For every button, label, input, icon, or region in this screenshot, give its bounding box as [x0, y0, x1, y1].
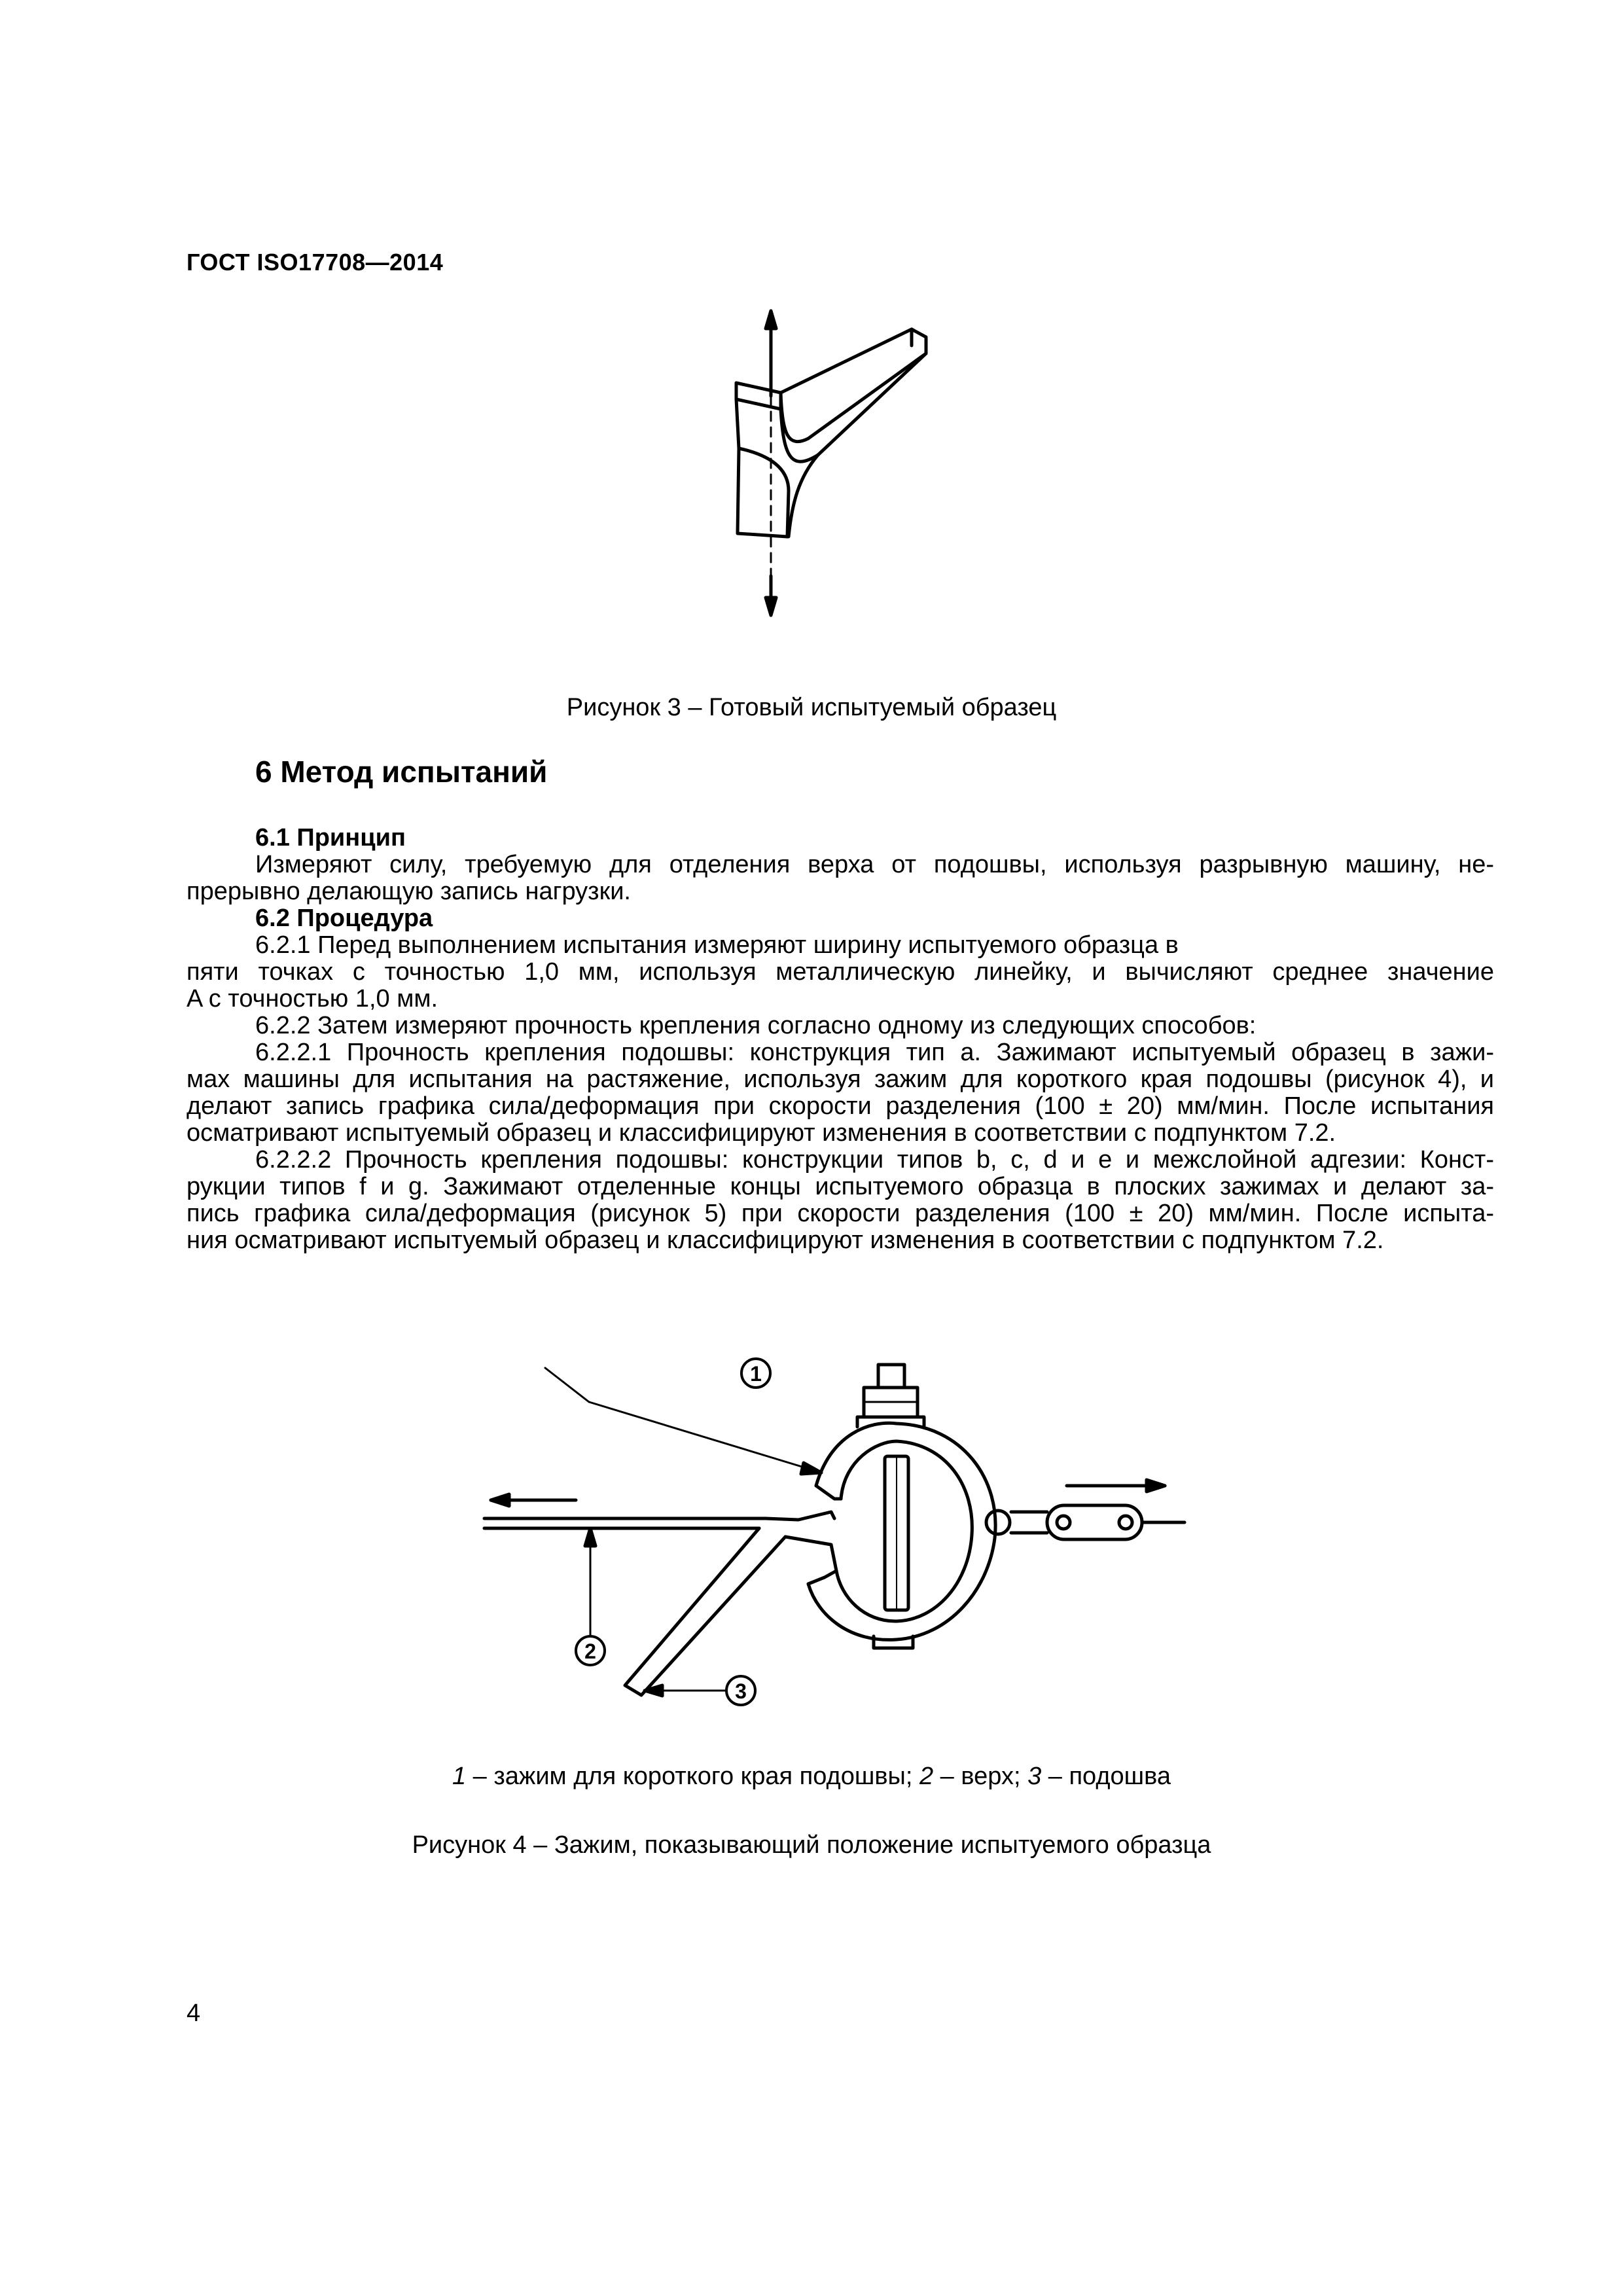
text-line: рукции типов f и g. Зажимают отделенные концы испытуемого образца в плоских зажимах и делают за- [187, 1174, 1494, 1200]
text-line: 6.2.1 Перед выполнением испытания измеряют ширину испытуемого образца в [255, 931, 1179, 959]
subsection-6-2-title: 6.2 Процедура [255, 905, 433, 932]
text-line: пись графика сила/деформация (рисунок 5) при скорости разделения (100 ± 20) мм/мин. После испыта- [187, 1200, 1494, 1227]
callout-2 [576, 1636, 605, 1665]
svg-text:3: 3 [735, 1679, 747, 1703]
text-line: мах машины для испытания на растяжение, используя зажим для короткого края подошвы (рисунок 4), и [187, 1066, 1494, 1093]
text-line: делают запись графика сила/деформация при скорости разделения (100 ± 20) мм/мин. После испытания [187, 1093, 1494, 1120]
section-title: 6 Метод испытаний [255, 755, 548, 789]
figure-3-specimen-drawing [710, 308, 946, 661]
text-line: пяти точках с точностью 1,0 мм, используя металлическую линейку, и вычисляют среднее значение [187, 959, 1494, 986]
text-line: 6.2.2.2 Прочность крепления подошвы: конструкции типов b, c, d и e и межслойной адгезии: Конст- [255, 1147, 1494, 1174]
svg-text:2: 2 [584, 1640, 596, 1663]
text-line: 6.2.2.1 Прочность крепления подошвы: конструкция тип a. Зажимают испытуемый образец в зажи- [255, 1039, 1494, 1066]
text-line: 6.2.2 Затем измеряют прочность крепления согласно одному из следующих способов: [255, 1012, 1257, 1039]
text-line: прерывно делающую запись нагрузки. [187, 878, 631, 905]
callout-1 [741, 1359, 770, 1388]
text-line: Измеряют силу, требуемую для отделения верха от подошвы, используя разрывную машину, не- [255, 852, 1494, 878]
figure-4-caption: Рисунок 4 – Зажим, показывающий положение испытуемого образца [412, 1831, 1211, 1859]
figure-4-legend: 1 – зажим для короткого края подошвы; 2 – верх; 3 – подошва [452, 1763, 1171, 1790]
figure-4-clamp-drawing [478, 1329, 1230, 1721]
page-number: 4 [187, 2000, 201, 2027]
document-id: ГОСТ ISO17708—2014 [187, 249, 444, 276]
callout-3 [726, 1676, 755, 1705]
text-line: ния осматривают испытуемый образец и классифицируют изменения в соответствии с подпунктом 7.2. [187, 1227, 1384, 1254]
text-line: осматривают испытуемый образец и классифицируют изменения в соответствии с подпунктом 7.2. [187, 1119, 1336, 1147]
section-body [187, 825, 1494, 1254]
figure-3-caption: Рисунок 3 – Готовый испытуемый образец [566, 694, 1057, 721]
svg-text:1: 1 [750, 1362, 762, 1386]
text-line: A с точностью 1,0 мм. [187, 985, 438, 1013]
subsection-6-1-title: 6.1 Принцип [255, 824, 406, 852]
